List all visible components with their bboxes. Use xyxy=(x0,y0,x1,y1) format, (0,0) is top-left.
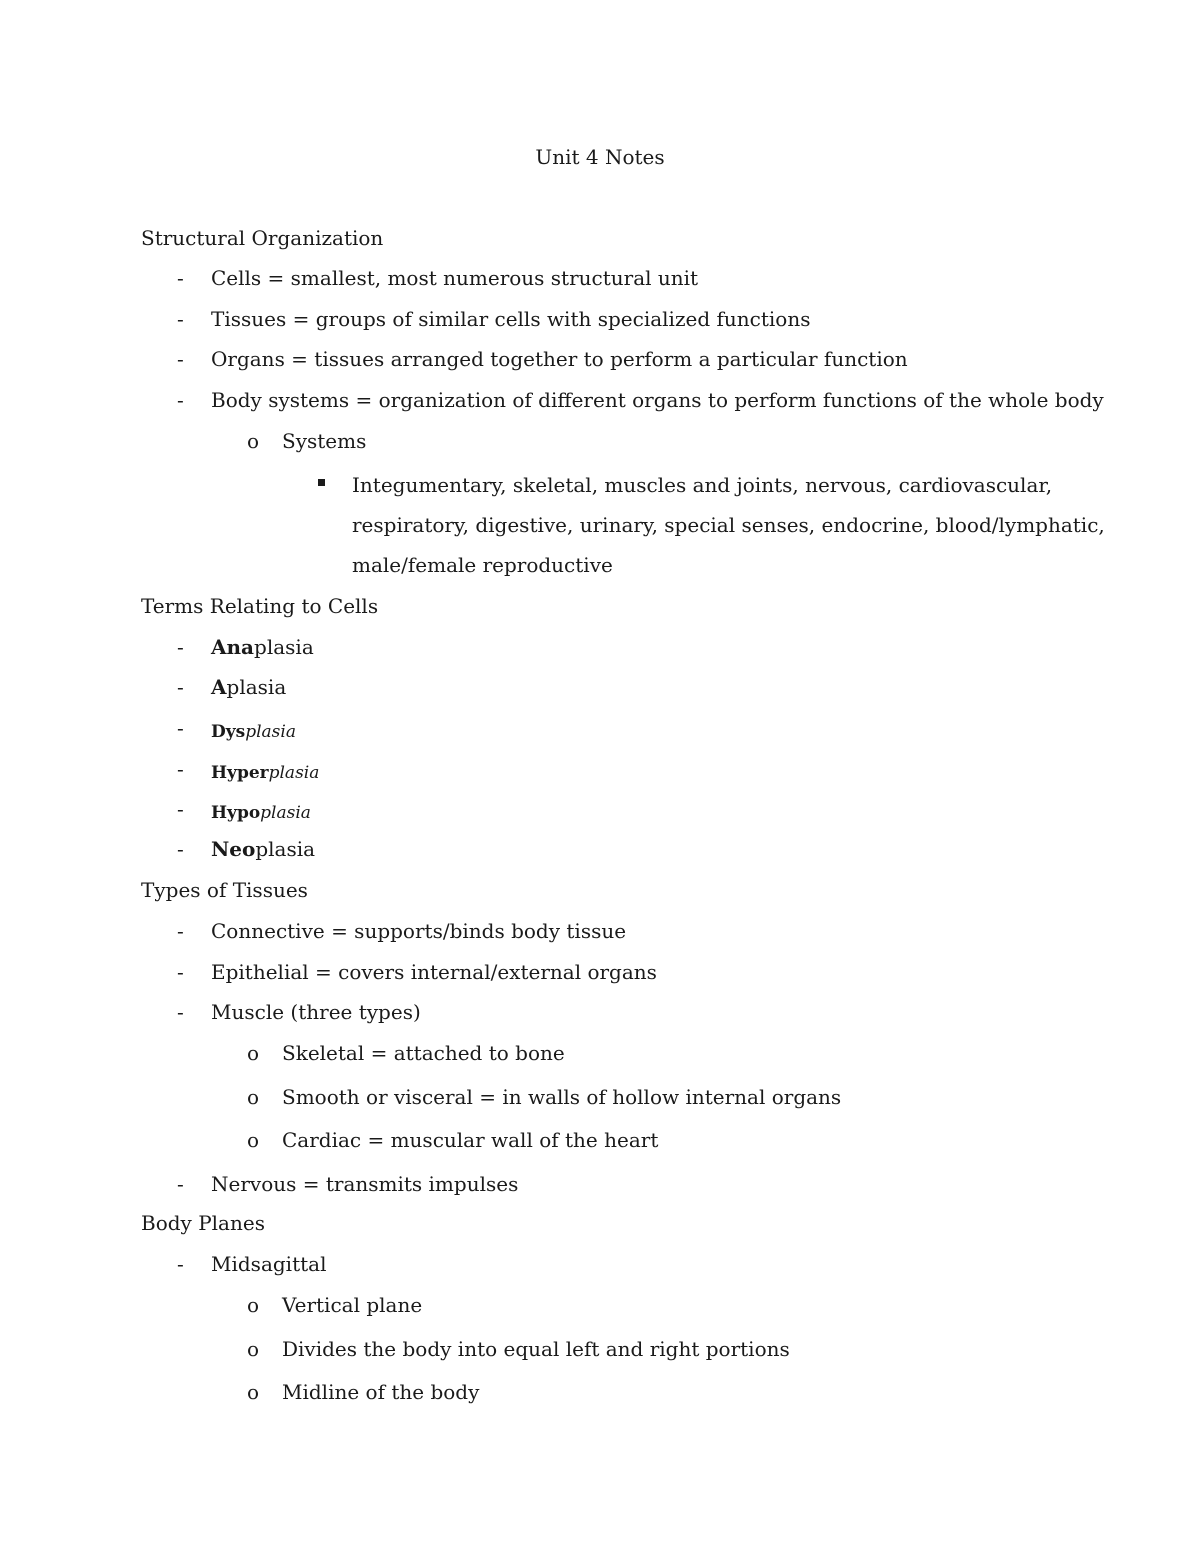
section-heading-cells: Terms Relating to Cells xyxy=(141,594,379,618)
circle-bullet: o xyxy=(247,1337,260,1361)
dash-bullet: - xyxy=(177,675,184,699)
term-prefix: A xyxy=(211,675,227,699)
page-title: Unit 4 Notes xyxy=(535,145,665,169)
circle-bullet: o xyxy=(247,1085,260,1109)
dash-bullet: - xyxy=(177,837,184,861)
list-item: Organs = tissues arranged together to perform a particular function xyxy=(211,347,908,371)
dash-bullet: - xyxy=(177,757,184,781)
list-item: Cells = smallest, most numerous structural unit xyxy=(211,266,699,290)
term-prefix: Hyper xyxy=(211,763,269,783)
dash-bullet: - xyxy=(177,635,184,659)
term-item xyxy=(211,720,296,741)
dash-bullet: - xyxy=(177,307,184,331)
term-item xyxy=(211,801,311,822)
list-item: Systems xyxy=(282,429,367,453)
term-item xyxy=(211,637,314,657)
section-heading-planes: Body Planes xyxy=(141,1211,265,1235)
circle-bullet: o xyxy=(247,1128,260,1152)
dash-bullet: - xyxy=(177,266,184,290)
list-item: Body systems = organization of different organs to perform functions of the whole body xyxy=(211,388,1104,412)
term-suffix: plasia xyxy=(260,803,311,823)
dash-bullet: - xyxy=(177,960,184,984)
list-item: Midline of the body xyxy=(282,1380,480,1404)
systems-line: Integumentary, skeletal, muscles and joints, nervous, cardiovascular, xyxy=(352,473,1053,497)
circle-bullet: o xyxy=(247,1041,260,1065)
section-heading-tissues: Types of Tissues xyxy=(141,878,308,902)
list-item: Divides the body into equal left and right portions xyxy=(282,1337,790,1361)
circle-bullet: o xyxy=(247,1293,260,1317)
dash-bullet: - xyxy=(177,1252,184,1276)
term-suffix: plasia xyxy=(226,675,287,699)
list-item: Tissues = groups of similar cells with specialized functions xyxy=(211,307,811,331)
circle-bullet: o xyxy=(247,429,260,453)
list-item: Skeletal = attached to bone xyxy=(282,1041,565,1065)
list-item: Connective = supports/binds body tissue xyxy=(211,919,627,943)
term-prefix: Dys xyxy=(211,722,246,742)
systems-line: male/female reproductive xyxy=(352,553,613,577)
dash-bullet: - xyxy=(177,388,184,412)
term-suffix: plasia xyxy=(254,635,314,659)
list-item: Muscle (three types) xyxy=(211,1000,421,1024)
list-item: Midsagittal xyxy=(211,1252,327,1276)
term-suffix: plasia xyxy=(245,722,296,742)
term-item xyxy=(211,677,286,697)
dash-bullet: - xyxy=(177,716,184,740)
term-item xyxy=(211,761,319,782)
term-prefix: Ana xyxy=(211,635,255,659)
section-heading-structural: Structural Organization xyxy=(141,226,384,250)
list-item: Vertical plane xyxy=(282,1293,423,1317)
dash-bullet: - xyxy=(177,1000,184,1024)
term-prefix: Neo xyxy=(211,837,256,861)
dash-bullet: - xyxy=(177,1172,184,1196)
list-item: Cardiac = muscular wall of the heart xyxy=(282,1128,659,1152)
systems-line: respiratory, digestive, urinary, special senses, endocrine, blood/lymphatic, xyxy=(352,513,1105,537)
dash-bullet: - xyxy=(177,797,184,821)
square-bullet-icon xyxy=(318,479,325,486)
circle-bullet: o xyxy=(247,1380,260,1404)
dash-bullet: - xyxy=(177,919,184,943)
term-suffix: plasia xyxy=(255,837,316,861)
term-suffix: plasia xyxy=(268,763,320,783)
dash-bullet: - xyxy=(177,347,184,371)
list-item: Smooth or visceral = in walls of hollow internal organs xyxy=(282,1085,842,1109)
term-item xyxy=(211,839,315,859)
list-item: Nervous = transmits impulses xyxy=(211,1172,519,1196)
list-item: Epithelial = covers internal/external organs xyxy=(211,960,657,984)
term-prefix: Hypo xyxy=(211,803,261,823)
